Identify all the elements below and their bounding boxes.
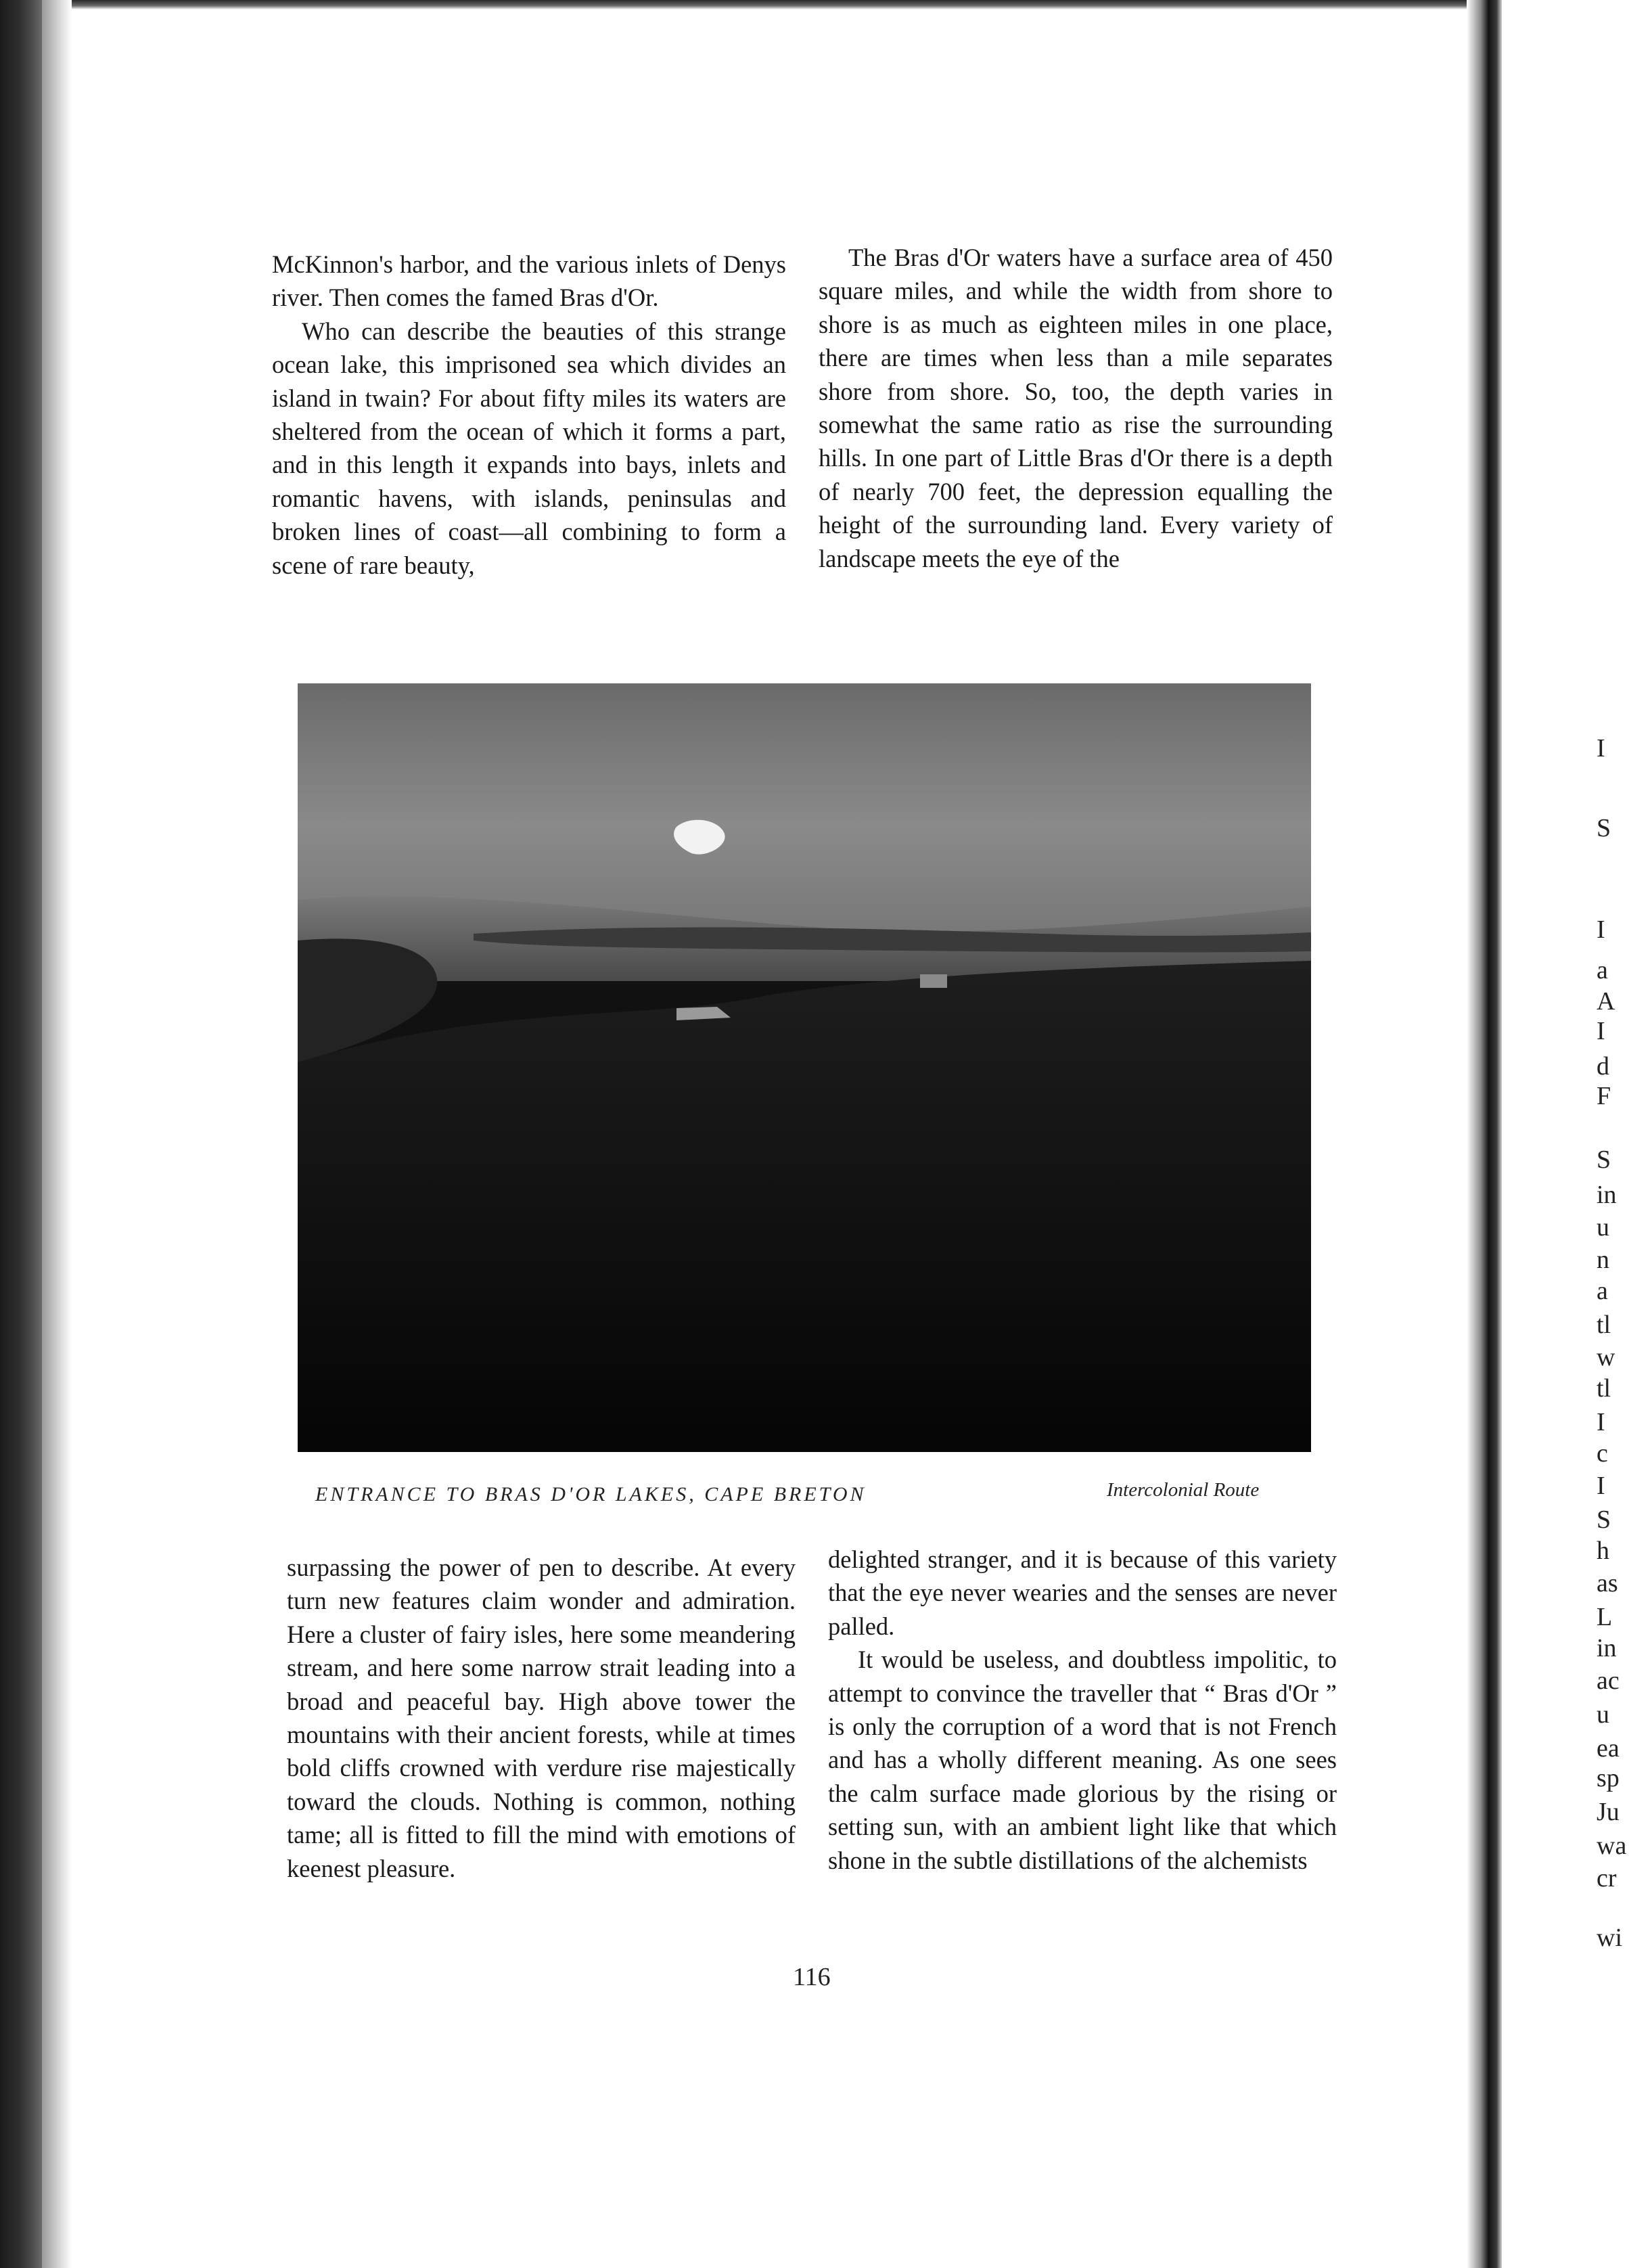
facing-page-fragment: I — [1597, 1017, 1605, 1045]
building — [920, 974, 947, 988]
facing-page-fragment: ea — [1597, 1734, 1620, 1763]
facing-page-fragment: wa — [1597, 1832, 1627, 1860]
paragraph: The Bras d'Or waters have a surface area of 450 square miles, and while the width from shore to shore is as much as eighteen miles in one place, there are times when less than a mile separates shore from shore. So, too, the depth varies in somewhat the same ratio as rise the surrounding hills. In one part of Little Bras d'Or there is a depth of nearly 700 feet, the depression equalling the height of the surrounding land. Every variety of landscape meets the eye of the — [819, 244, 1333, 572]
photo-illustration — [298, 683, 1311, 1452]
facing-page-fragment: h — [1597, 1537, 1609, 1565]
facing-page-fragment: S — [1597, 1146, 1611, 1174]
facing-page-fragment: S — [1597, 1505, 1611, 1534]
facing-page-fragment: n — [1597, 1246, 1609, 1274]
figure-credit: Intercolonial Route — [1107, 1479, 1260, 1501]
facing-page-fragment: A — [1597, 987, 1615, 1016]
facing-page-fragment: I — [1597, 1472, 1605, 1500]
facing-page-fragment: tl — [1597, 1374, 1611, 1403]
paragraph: delighted stranger, and it is because of this variety that the eye never wearies and the senses are never palled. — [828, 1545, 1337, 1640]
paragraph: surpassing the power of pen to describe. At every turn new features claim wonder and admiration. Here a cluster of fairy isles, here some meandering stream, and here some narrow strait leading into a broad and peaceful bay. High above tower the mountains with their ancient forests, while at times bold cliffs crowned with verdure rise majestically toward the clouds. Nothing is common, nothing tame; all is fitted to fill the mind with emotions of keenest pleasure. — [287, 1553, 796, 1882]
facing-page-fragment: as — [1597, 1569, 1618, 1597]
facing-page-fragment: d — [1597, 1052, 1609, 1081]
facing-page-fragment: a — [1597, 956, 1608, 984]
column-top-right — [819, 241, 1333, 575]
page-top-shadow — [0, 0, 1629, 9]
book-gutter — [1467, 0, 1502, 2268]
facing-page-fragment: I — [1597, 915, 1605, 944]
landscape-photograph — [298, 683, 1311, 1452]
facing-page-fragment: I — [1597, 1408, 1605, 1436]
facing-page-fragment: c — [1597, 1439, 1608, 1468]
facing-page-fragment: Ju — [1597, 1798, 1620, 1826]
facing-page-fragment: cr — [1597, 1864, 1617, 1892]
facing-page-fragment: w — [1597, 1343, 1615, 1371]
page-left-shadow — [42, 0, 72, 2268]
facing-page-fragment: L — [1597, 1603, 1613, 1631]
paragraph: Who can describe the beauties of this strange ocean lake, this imprisoned sea which divides an island in twain? For about fifty miles its waters are sheltered from the ocean of which it forms a part, and in this length it expands into bays, inlets and romantic havens, with islands, peninsulas and broken lines of coast—all combining to form a scene of rare beauty, — [272, 317, 786, 579]
facing-page-fragment: in — [1597, 1634, 1617, 1662]
paragraph: It would be useless, and doubtless impolitic, to attempt to convince the traveller that “ Bras d'Or ” is only the corruption of a word that is not French and has a wholly different meaning. As one sees the calm surface made glorious by the rising or setting sun, with an ambient light like that which shone in the subtle distillations of the alchemists — [828, 1646, 1337, 1874]
facing-page-fragment: I — [1597, 734, 1605, 763]
facing-page-fragment: u — [1597, 1213, 1609, 1242]
facing-page-fragment: u — [1597, 1700, 1609, 1729]
facing-page-fragment: sp — [1597, 1764, 1620, 1792]
column-bottom-right — [828, 1543, 1337, 1877]
column-top-left — [272, 248, 786, 582]
figure-caption: ENTRANCE TO BRAS D'OR LAKES, CAPE BRETON — [315, 1483, 867, 1505]
facing-page-fragment: a — [1597, 1277, 1608, 1305]
column-bottom-left — [287, 1551, 796, 1885]
book-binding-edge — [0, 0, 42, 2268]
facing-page-fragment: F — [1597, 1082, 1611, 1110]
facing-page-fragment: ac — [1597, 1666, 1620, 1695]
facing-page-fragment: wi — [1597, 1924, 1622, 1952]
foreground-hills — [298, 961, 1311, 1452]
page-number: 116 — [793, 1963, 831, 1991]
facing-page-fragment: in — [1597, 1181, 1617, 1209]
paragraph: McKinnon's harbor, and the various inlets of Denys river. Then comes the famed Bras d'Or. — [272, 250, 786, 312]
facing-page-fragment: S — [1597, 814, 1611, 842]
facing-page-fragment: tl — [1597, 1311, 1611, 1339]
